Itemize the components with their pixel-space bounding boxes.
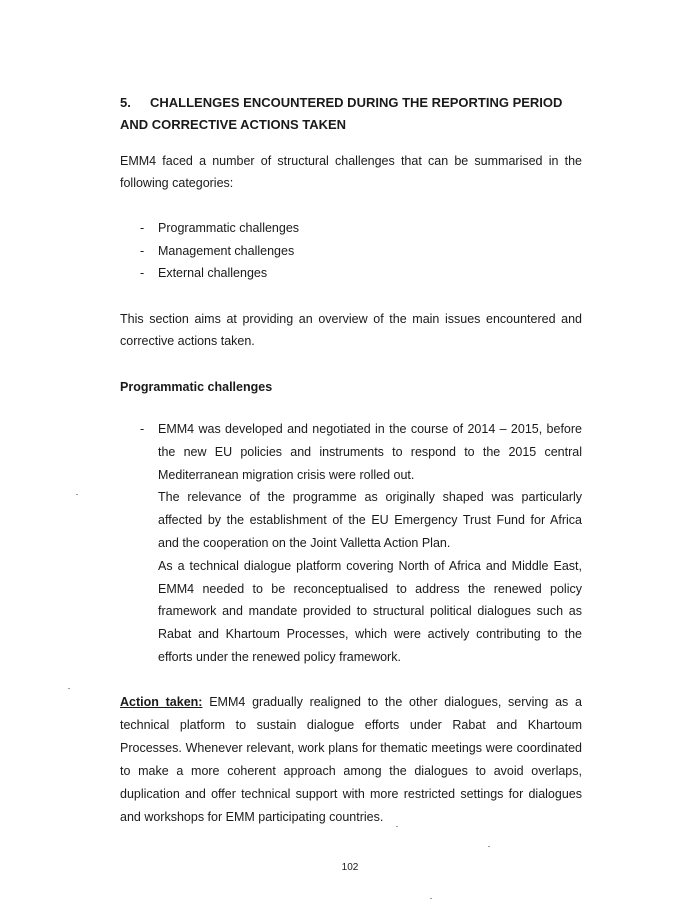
- scan-speck: [68, 688, 70, 689]
- section-title: CHALLENGES ENCOUNTERED DURING THE REPORTING PERIOD AND CORRECTIVE ACTIONS TAKEN: [120, 95, 563, 132]
- list-item: - Programmatic challenges: [140, 217, 299, 240]
- section-heading: [120, 92, 590, 136]
- bullet-body: [158, 418, 582, 669]
- scan-speck: [396, 826, 398, 827]
- categories-list: [140, 217, 299, 285]
- scan-speck: [488, 846, 490, 847]
- programmatic-challenges-heading: Programmatic challenges: [120, 380, 273, 394]
- action-taken-paragraph: [120, 691, 582, 829]
- section-aim-paragraph: This section aims at providing an overview of the main issues encountered and corrective actions taken.: [120, 312, 582, 348]
- programmatic-bullet: [140, 418, 582, 669]
- action-taken-text: EMM4 gradually realigned to the other dialogues, serving as a technical platform to sustain dialogue efforts under Rabat and Khartoum Processes. Whenever relevant, work plans for thematic meetings were coordinated to make a more coherent approach among the dialogues to avoid overlaps, duplication and offer technical support with more restricted settings for dialogues and workshops for EMM participating countries.: [120, 695, 582, 824]
- page-number: 102: [341, 862, 359, 873]
- bullet-paragraph: EMM4 was developed and negotiated in the course of 2014 – 2015, before the new EU policies and instruments to respond to the 2015 central Mediterranean migration crisis were rolled out.: [158, 422, 582, 482]
- bullet-paragraph: As a technical dialogue platform covering North of Africa and Middle East, EMM4 needed to be reconceptualised to address the renewed policy framework and mandate provided to structural political dialogues such as Rabat and Khartoum Processes, which were actively contributing to the efforts under the renewed policy framework.: [158, 558, 582, 664]
- scan-speck: [430, 898, 432, 899]
- action-taken-label: Action taken:: [120, 695, 203, 709]
- bullet-marker: -: [140, 422, 145, 436]
- list-item: - External challenges: [140, 262, 299, 285]
- section-number: 5.: [120, 95, 131, 110]
- list-item: - Management challenges: [140, 240, 299, 263]
- scan-speck: [76, 494, 78, 495]
- bullet-paragraph: The relevance of the programme as originally shaped was particularly affected by the establishment of the EU Emergency Trust Fund for Africa and the cooperation on the Joint Valletta Action Plan.: [158, 490, 582, 550]
- intro-paragraph: EMM4 faced a number of structural challenges that can be summarised in the following categories:: [120, 154, 582, 190]
